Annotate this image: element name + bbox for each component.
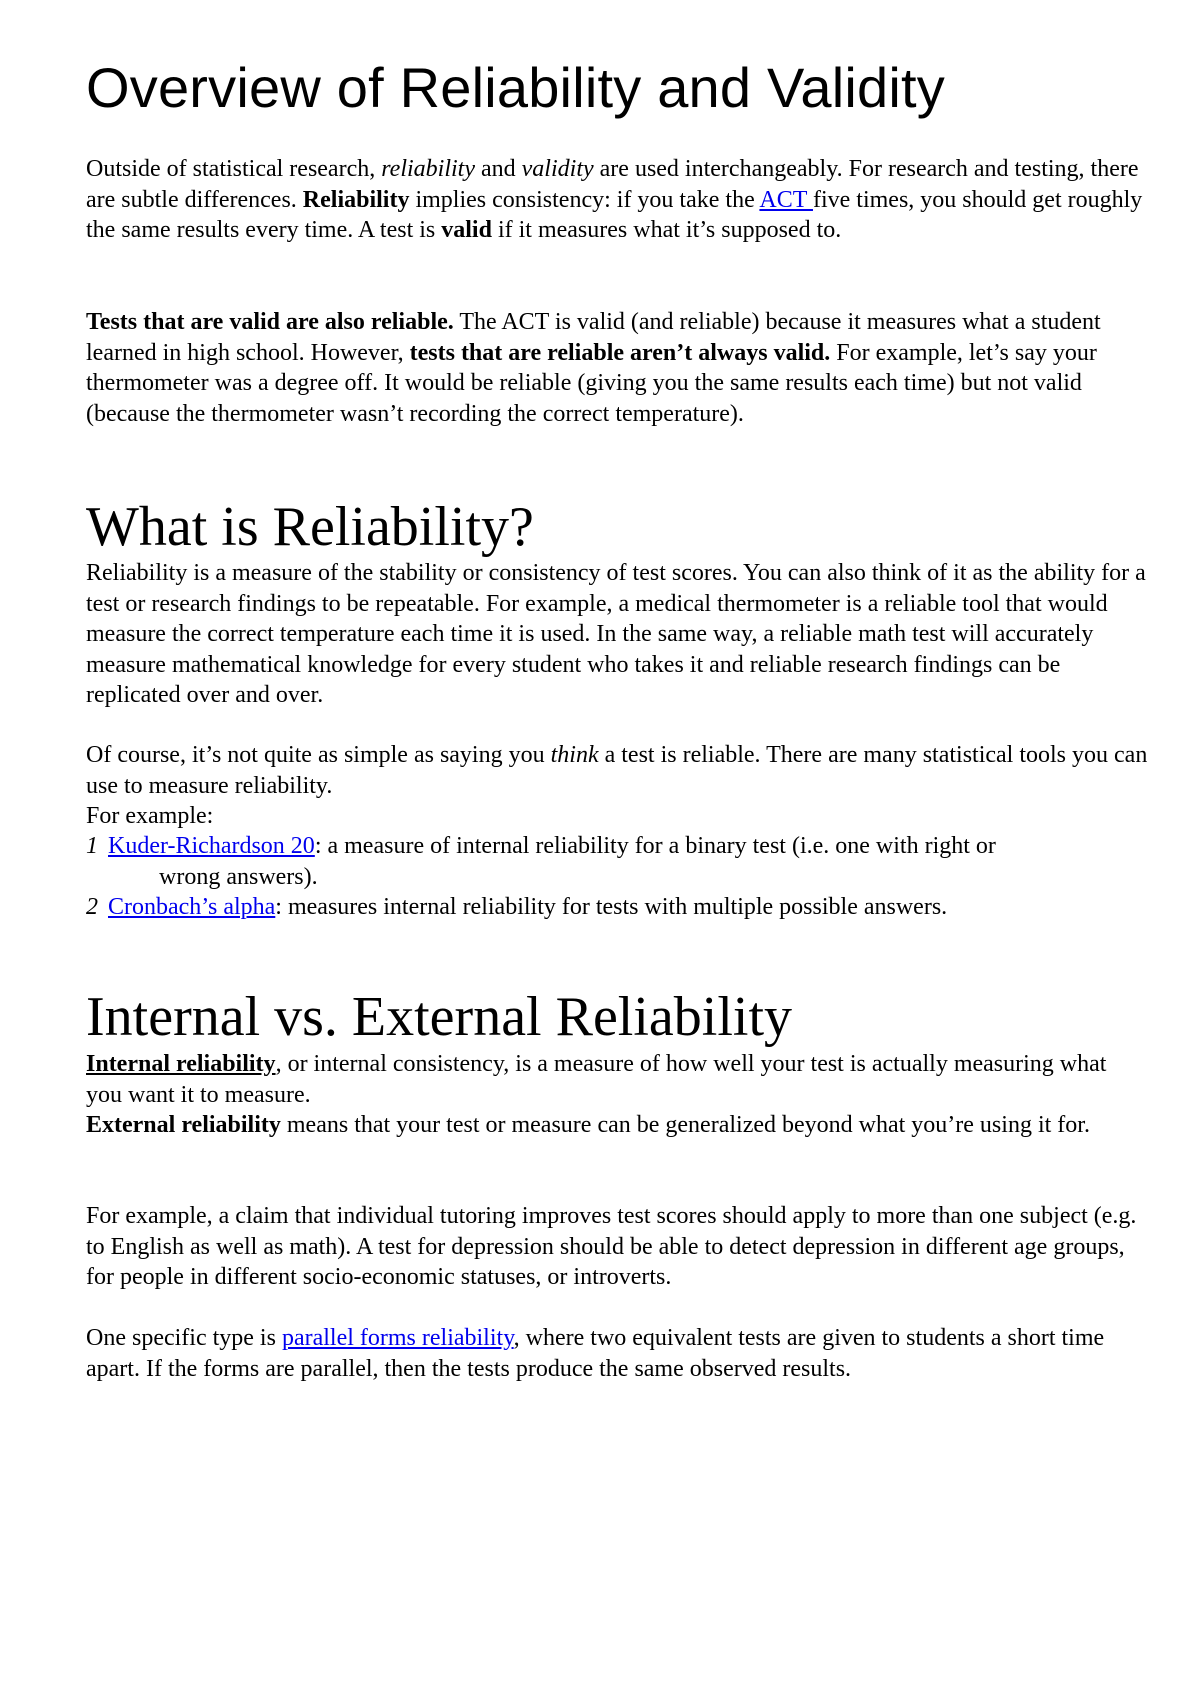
italic-reliability: reliability	[381, 156, 475, 182]
reliability-paragraph-1: Reliability is a measure of the stability or consistency of test scores. You can also think of it as the ability for a test or research findings to be repeatable. For example, a medical thermometer is a reliable tool that would measure the correct temperature each time it is used. In the same way, a reliable math test will accurately measure mathematical knowledge for every student who takes it and reliable research findings can be replicated over and over.	[86, 560, 1146, 708]
italic-validity: validity	[521, 156, 594, 182]
text-run: , where two equivalent tests are given to students a short time apart. If the forms are parallel, then the tests produce the same observed results.	[86, 1325, 1105, 1382]
parallel-forms-paragraph	[86, 1323, 1148, 1384]
list-text: : measures internal reliability for tests with multiple possible answers.	[275, 894, 948, 920]
text-run: and	[475, 156, 522, 182]
text-run: Of course, it’s not quite as simple as saying you	[86, 742, 551, 768]
list-number: 1	[86, 833, 98, 859]
text-run: The ACT is valid (and reliable) because it measures what a student learned in high school. However,	[86, 309, 1101, 366]
text-run: if it measures what it’s supposed to.	[491, 217, 842, 243]
cronbach-alpha-link[interactable]: Cronbach’s alpha	[108, 894, 276, 920]
list-number: 2	[86, 894, 98, 920]
overview-paragraph-1	[86, 154, 1148, 246]
external-reliability-paragraph	[86, 1110, 1148, 1141]
text-run: One specific type is	[86, 1325, 282, 1351]
text-run: Outside of statistical research,	[86, 156, 382, 182]
list-text: : a measure of internal reliability for a binary test (i.e. one with right or	[314, 833, 996, 859]
reliability-title: What is Reliability?	[86, 496, 534, 558]
internal-reliability-paragraph	[86, 1049, 1148, 1110]
text-run: For example, let’s say your thermometer was a degree off. It would be reliable (giving you the same results each time) but not valid (because the thermometer wasn’t recording the correct temperature).	[86, 339, 1097, 427]
text-run: five times, you should get roughly the same results every time. A test is	[86, 186, 1143, 243]
text-run: , or internal consistency, is a measure of how well your test is actually measuring what you want it to measure.	[86, 1051, 1107, 1108]
bold-valid-reliable: Tests that are valid are also reliable.	[86, 309, 454, 335]
text-run: a test is reliable. There are many statistical tools you can use to measure reliability.	[86, 742, 1148, 799]
bold-reliable-not-valid: tests that are reliable aren’t always valid.	[409, 339, 831, 366]
bold-reliability: Reliability	[302, 186, 410, 213]
list-text-continued: wrong answers).	[159, 863, 318, 890]
italic-think: think	[550, 742, 599, 768]
bold-valid: valid	[441, 217, 492, 243]
example-paragraph: For example, a claim that individual tutoring improves test scores should apply to more than one subject (e.g. to English as well as math). A test for depression should be able to detect depression in different age groups, for people in different socio-economic statuses, or introverts.	[86, 1203, 1137, 1290]
for-example-label: For example:	[86, 803, 214, 829]
bold-external-reliability: External reliability	[86, 1112, 281, 1138]
reliability-paragraph-2	[86, 740, 1148, 801]
parallel-forms-link[interactable]: parallel forms reliability	[281, 1325, 514, 1351]
list-item	[86, 831, 1148, 892]
kuder-richardson-link[interactable]: Kuder-Richardson 20	[108, 833, 315, 859]
internal-external-title: Internal vs. External Reliability	[86, 986, 793, 1048]
text-run: means that your test or measure can be generalized beyond what you’re using it for.	[280, 1112, 1090, 1138]
text-run: implies consistency: if you take the	[409, 186, 760, 213]
act-link[interactable]: ACT	[759, 186, 813, 213]
overview-paragraph-2	[86, 307, 1148, 429]
list-item	[86, 892, 1148, 923]
underlined-internal-reliability: Internal reliability	[86, 1051, 276, 1077]
text-run: are used interchangeably. For research and testing, there are subtle differences.	[86, 156, 1139, 213]
overview-title: Overview of Reliability and Validity	[86, 56, 945, 119]
